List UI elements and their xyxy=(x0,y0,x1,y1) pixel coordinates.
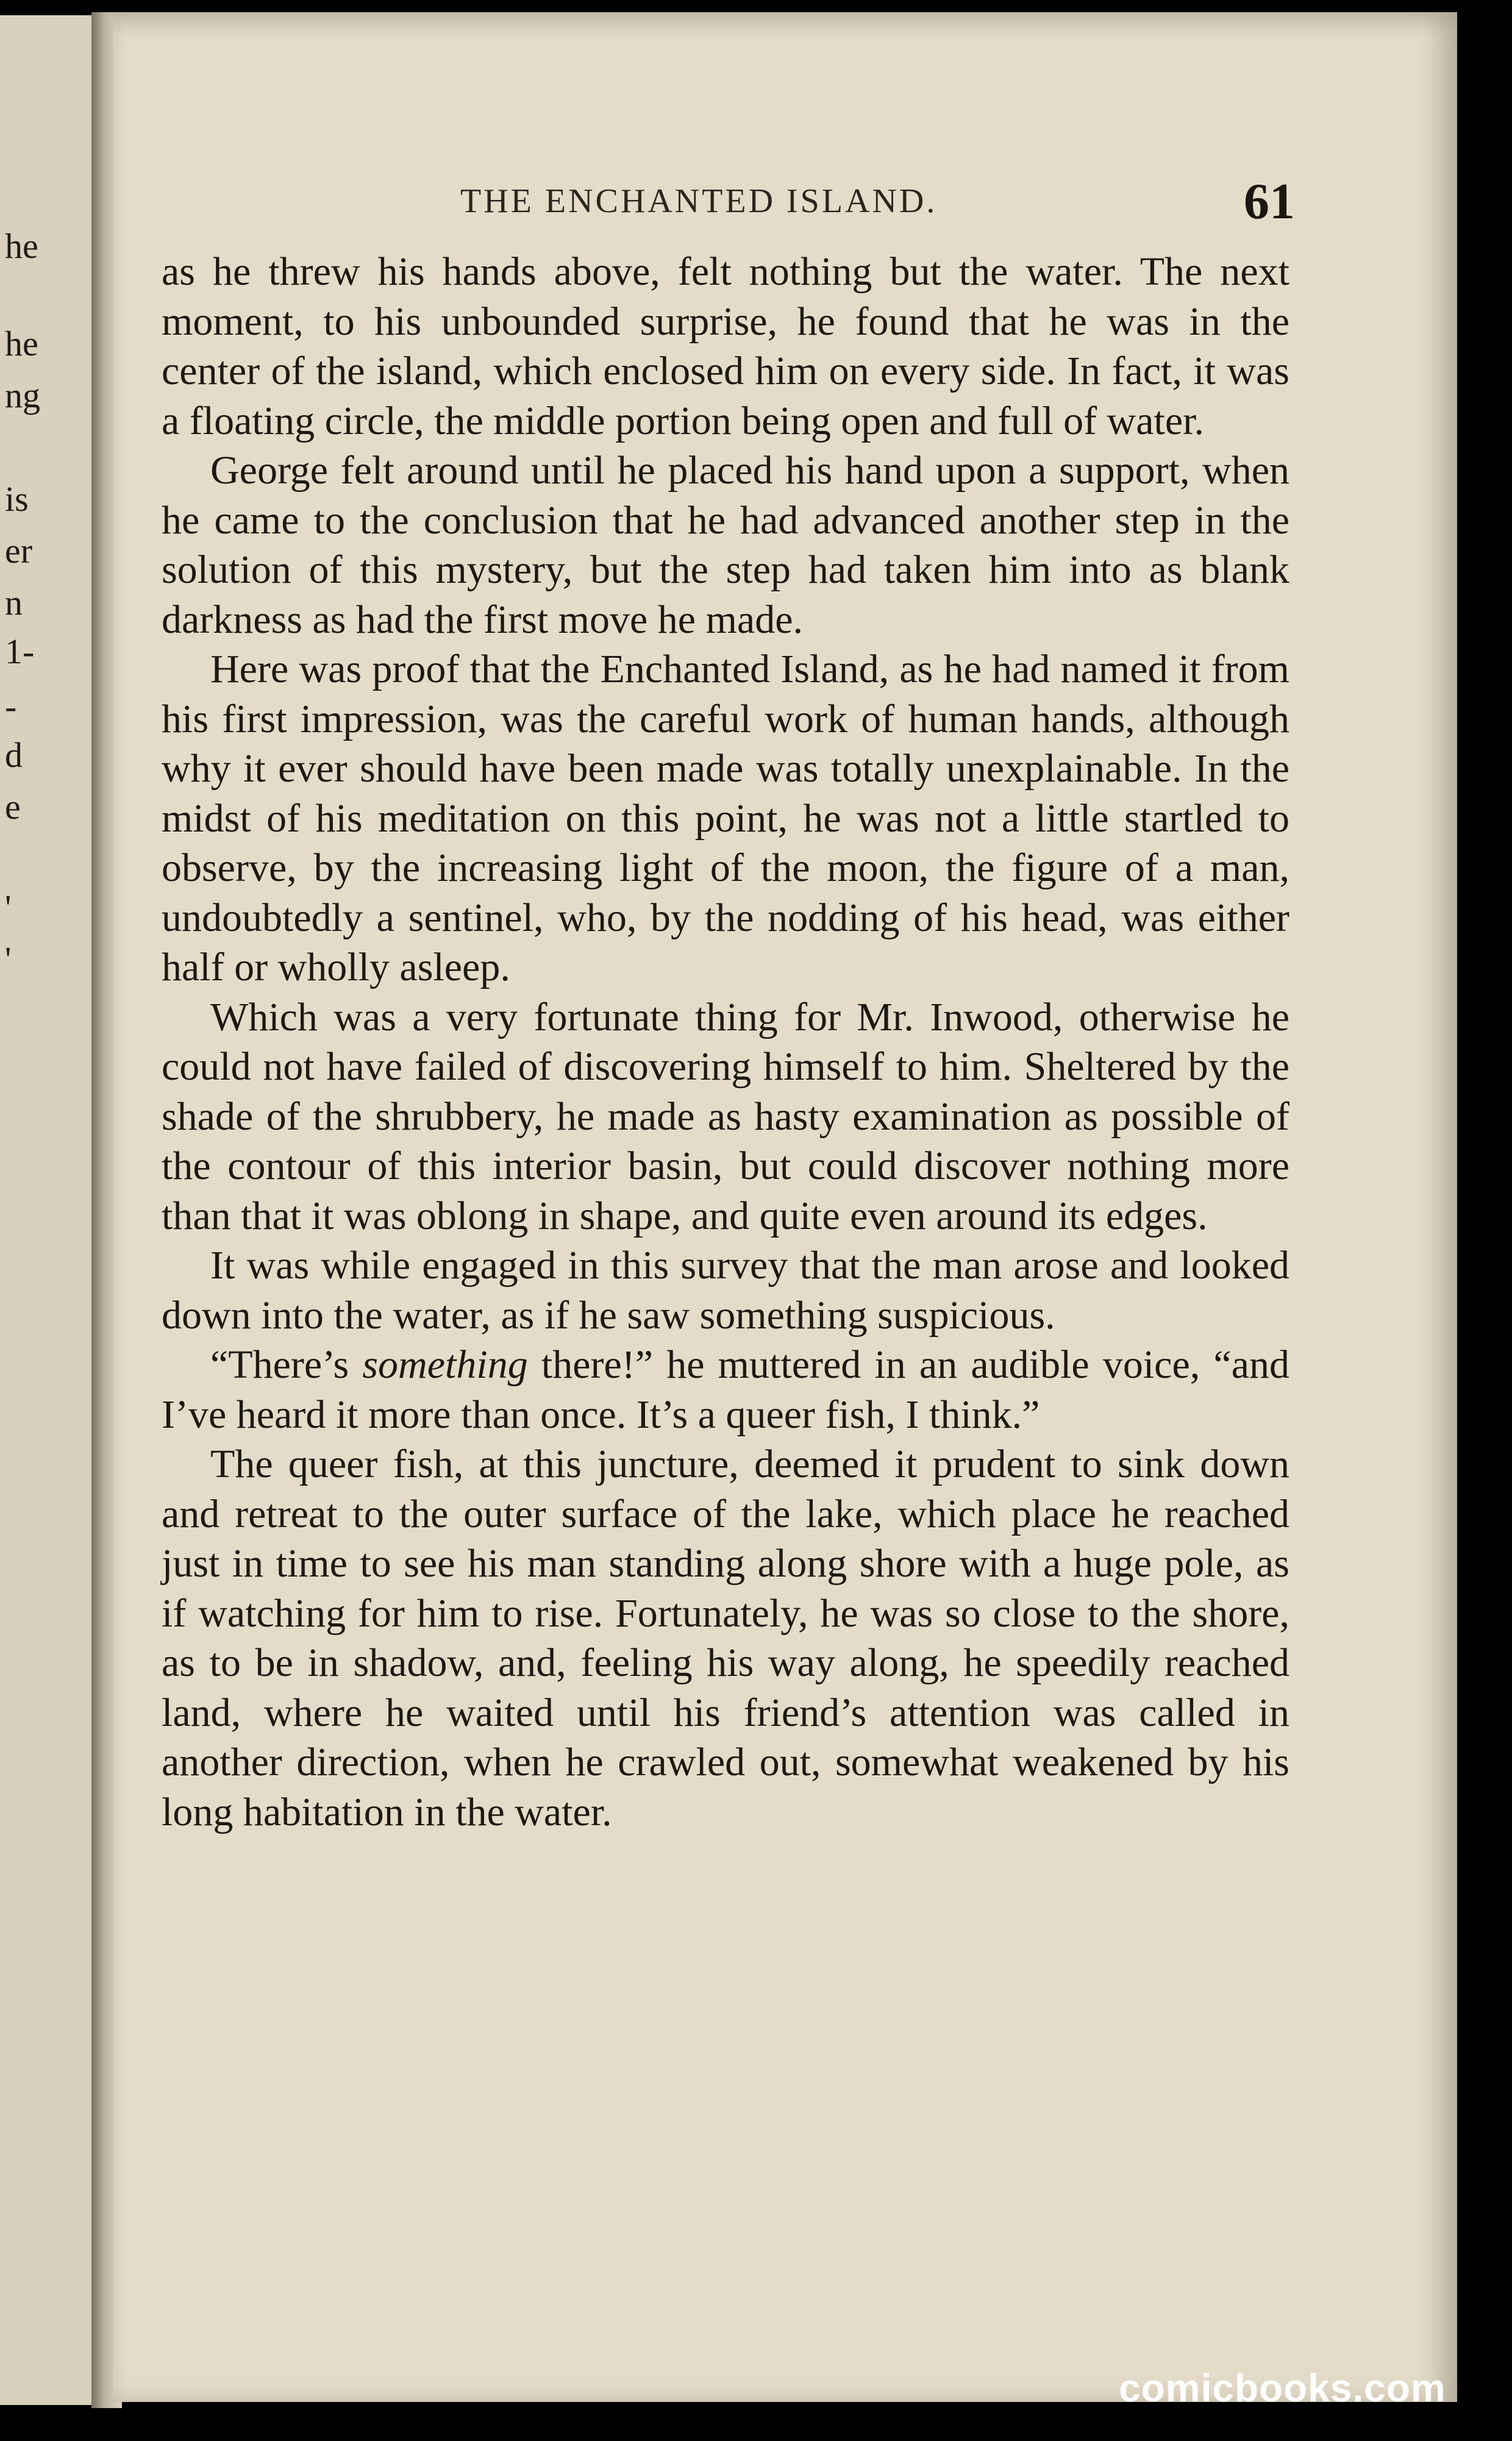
facing-page-fragment: e xyxy=(5,787,21,827)
quote-rest: there!” he muttered in an audible voice, “and I’ve heard it more than once. It’s a queer fish, I think.” xyxy=(162,1342,1290,1437)
book-page xyxy=(113,12,1457,2402)
quote-open: “There’s xyxy=(210,1342,363,1387)
paragraph: Here was proof that the Enchanted Island, as he had named it from his first impression, was the careful work of human hands, although why it ever should have been made was totally unexplainable. In the midst of his meditation on this point, he was not a little startled to observe, by the increasing light of the moon, the figure of a man, undoubtedly a sentinel, who, by the nodding of his head, was either half or wholly asleep. xyxy=(162,647,1289,989)
facing-page-fragment: 1- xyxy=(5,632,35,671)
watermark: comicbooks.com xyxy=(1119,2366,1446,2410)
facing-page-fragment: is xyxy=(5,479,29,519)
facing-page-fragment: - xyxy=(5,686,17,726)
facing-page-fragment: ' xyxy=(5,939,12,979)
paragraph: The queer fish, at this juncture, deemed it prudent to sink down and retreat to the outer surface of the lake, which place he reached just in time to see his man standing along shore with a huge pole, as if watching for him to rise. Fortunately, he was so close to the shore, as to be in shadow, and, feeling his way along, he speedily reached land, where he waited until his friend’s attention was called in another direction, when he crawled out, somewhat weakened by his long habitation in the water. xyxy=(162,1442,1289,1834)
paragraph: as he threw his hands above, felt nothing but the water. The next moment, to his unbounded surprise, he found that he was in the center of the island, which enclosed him on every side. In fact, it was a floating circle, the middle portion being open and full of water. xyxy=(162,249,1289,443)
paragraph: It was while engaged in this survey that the man arose and looked down into the water, as if he saw something suspicious. xyxy=(162,1243,1289,1338)
facing-page-fragment: er xyxy=(5,531,33,571)
facing-page-fragment: d xyxy=(5,735,23,775)
running-head: THE ENCHANTED ISLAND. xyxy=(460,182,938,220)
emphasis: something xyxy=(362,1342,528,1387)
page-number: 61 xyxy=(1244,173,1295,230)
paragraph: George felt around until he placed his hand upon a support, when he came to the conclusion that he had advanced another step in the solution of this mystery, but the step had taken him into as blank darkness as had the first move he made. xyxy=(162,448,1289,642)
facing-page-fragment: he xyxy=(5,226,38,266)
page-body xyxy=(162,247,1289,1837)
facing-page-fragment: n xyxy=(5,583,23,622)
paragraph: Which was a very fortunate thing for Mr. Inwood, otherwise he could not have failed of discovering himself to him. Sheltered by the shade of the shrubbery, he made as hasty examination as possible of the contour of this interior basin, but could discover nothing more than that it was oblong in shape, and quite even around its edges. xyxy=(162,994,1289,1238)
facing-page-fragment: he xyxy=(5,324,38,363)
facing-page-fragment: ' xyxy=(5,888,12,927)
paragraph xyxy=(162,1340,1289,1439)
facing-page-fragment: ng xyxy=(5,376,40,415)
